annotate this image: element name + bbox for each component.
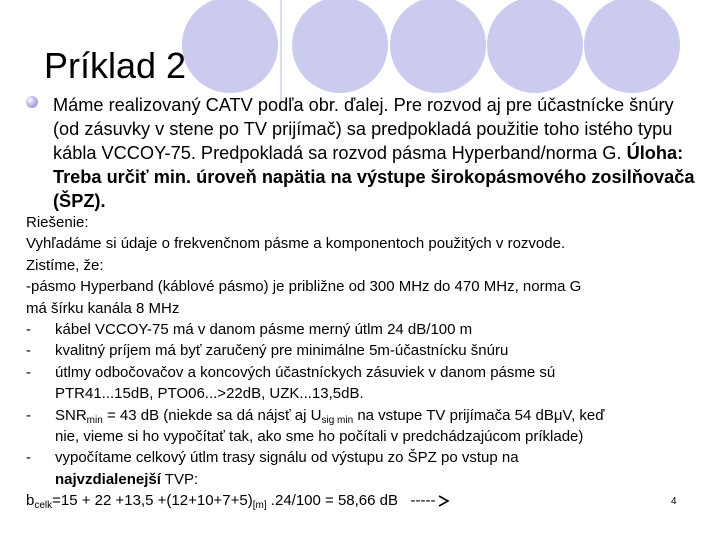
arrow-right-icon xyxy=(437,494,451,508)
page-number: 4 xyxy=(671,496,677,507)
formula-line xyxy=(26,490,720,511)
decor-circle xyxy=(487,0,583,93)
intro-text: Máme realizovaný CATV podľa obr. ďalej. Pre rozvod aj pre účastnícke šnúry (od zásuvky v stene po TV prijímač) sa predpokladá použitie toho istého typu kábla VCCOY-75. Predpokladá sa rozvod pásma Hyperband/norma G. xyxy=(53,95,674,163)
bullet-icon xyxy=(26,96,38,108)
list-dash: - xyxy=(26,449,31,467)
solution-line: Vyhľadáme si údaje o frekvenčnom pásme a komponentoch použitých v rozvode. xyxy=(26,235,566,253)
snr-subscript: min xyxy=(86,414,103,426)
snr-text-end: na vstupe TV prijímača 54 dBμV, keď xyxy=(353,406,605,424)
decor-circle xyxy=(292,0,388,93)
snr-text: = 43 dB (niekde sa dá nájsť aj U xyxy=(102,406,322,424)
snr-label: SNR xyxy=(55,406,87,424)
list-item-text: kábel VCCOY-75 má v danom pásme merný útlm 24 dB/100 m xyxy=(55,321,473,339)
emphasis-text: najvzdialenejší xyxy=(55,470,161,488)
list-item-text: kvalitný príjem má byť zaručený pre minimálne 5m-účastnícku šnúru xyxy=(55,342,509,360)
list-dash: - xyxy=(26,406,31,424)
list-item-text: TVP: xyxy=(160,470,199,488)
list-item xyxy=(26,340,720,361)
list-item-text xyxy=(55,405,605,426)
usig-subscript: sig min xyxy=(321,414,354,426)
solution-block xyxy=(26,212,720,512)
intro-paragraph xyxy=(53,93,703,213)
list-item xyxy=(26,362,720,383)
decor-circle xyxy=(584,0,680,93)
formula-symbol: b xyxy=(26,492,35,510)
slide-title: Príklad 2 xyxy=(44,45,187,86)
solution-line: má šírku kanála 8 MHz xyxy=(26,299,180,317)
decor-circle xyxy=(182,0,278,93)
list-item-continuation xyxy=(26,469,720,490)
list-item-text: útlmy odbočovačov a koncových účastníckych zásuviek v danom pásme sú xyxy=(55,363,556,381)
list-dash: - xyxy=(26,342,31,360)
formula-subscript: celk xyxy=(34,500,53,512)
list-item-continuation: nie, vieme si ho vypočítať tak, ako sme ho počítali v predchádzajúcom príklade) xyxy=(55,428,584,446)
list-dash: - xyxy=(26,321,31,339)
formula-expression: =15 + 22 +13,5 +(12+10+7+5) xyxy=(52,492,253,510)
list-dash: - xyxy=(26,363,31,381)
solution-line: Zistíme, že: xyxy=(26,256,104,274)
decor-circle xyxy=(390,0,486,93)
intro-task: Úloha: Treba určiť min. úroveň napätia na výstupe širokopásmového zosilňovača (ŠPZ). xyxy=(53,143,695,211)
list-item xyxy=(26,447,720,468)
list-item-continuation: PTR41...15dB, PTO06...>22dB, UZK...13,5dB. xyxy=(55,385,364,403)
list-item xyxy=(26,319,720,340)
list-item-text: vypočítame celkový útlm trasy signálu od výstupu zo ŠPZ po vstup na xyxy=(55,449,519,467)
solution-heading: Riešenie: xyxy=(26,214,89,231)
solution-line: -pásmo Hyperband (káblové pásmo) je približne od 300 MHz do 470 MHz, norma G xyxy=(26,278,582,296)
formula-result: .24/100 = 58,66 dB ----- xyxy=(266,492,436,510)
list-item xyxy=(26,405,720,426)
formula-unit-subscript: [m] xyxy=(252,500,267,512)
